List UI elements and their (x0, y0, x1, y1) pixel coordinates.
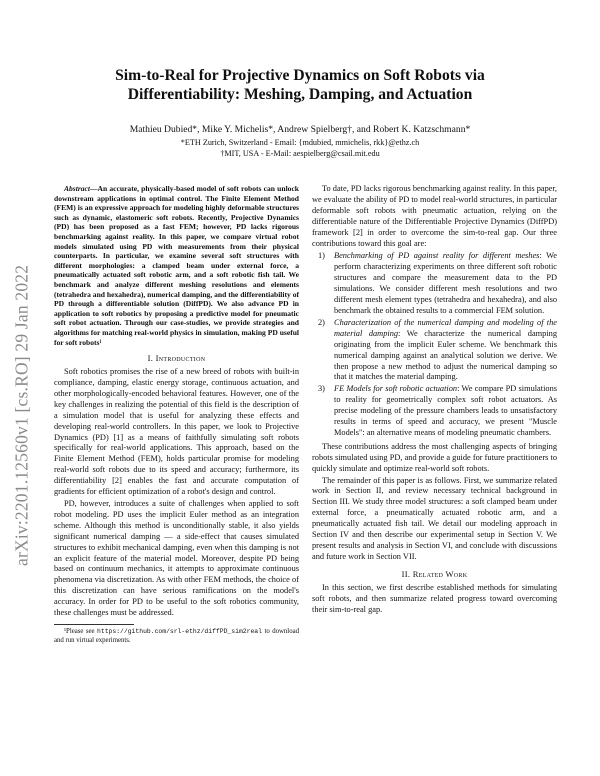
contribution-number: 3) (318, 384, 325, 394)
contribution-number: 2) (318, 317, 325, 327)
arxiv-identifier: arXiv:2201.12560v1 [cs.RO] 29 Jan 2022 (11, 264, 32, 566)
contribution-text: : We perform characterizing experiments on three different soft robotic structures and compare the measurement data to the PD simulations. We consider different mesh resolutions and two different mesh element types (tetrahedra and hexahedra), and also benchmark the obtained results to a commercial FEM solution. (334, 251, 557, 315)
footnote-prefix: ¹Please see (64, 627, 95, 635)
section-heading-introduction: I. Introduction (147, 353, 206, 364)
contribution-text: : We characterize the numerical damping originating from the implicit Euler scheme. We benchmark this numerical damping against an analytical solution we derive. We then propose a new method to adjust the numerical damping so that it matches the material damping. (334, 328, 557, 382)
left-column (54, 184, 299, 645)
contribution-title: Benchmarking of PD against reality for different meshes (334, 251, 540, 261)
affiliation-mit: †MIT, USA - E-Mail: aespielberg@csail.mit.edu (220, 149, 380, 158)
right-column (312, 184, 557, 617)
affiliation-eth: *ETH Zurich, Switzerland - Email: {mdubied, mmichelis, rkk}@ethz.ch (180, 138, 420, 147)
intro-paragraph: PD, however, introduces a suite of challenges when applied to soft robot modeling. PD uses the implicit Euler method as an integration scheme. Although this method is unconditionally stable, it also yields significant numerical damping — a side-effect that causes simulated structures to exhibit mechanical damping, even when this damping is not an explicit feature of the material model. Moreover, despite PD being based on continuum mechanics, it attempts to approximate continuous phenomena via discretization. As with other FEM methods, the choice of this discretization can have serious ramifications on the model's accuracy. In order for PD to be useful to the soft robotics community, these challenges must be addressed. (54, 498, 299, 618)
footnote-link[interactable]: https://github.com/srl-ethz/diffPD_sim2real (97, 627, 262, 635)
contribution-text: : We compare PD simulations to reality for geometrically complex soft robot actuators. As precise modeling of the pressure chambers leads to unsatisfactory results in terms of speed and accuracy, we present "Muscle Models": an alternative means of modeling pneumatic chambers. (334, 384, 557, 437)
abstract-text: —An accurate, physically-based model of soft robots can unlock downstream applications in optimal control. The Finite Element Method (FEM) is an expressive approach for modeling highly deformable structures such as dynamic, elastomeric soft robots. Recently, Projective Dynamics (PD) has been proposed as a fast FEM; however, PD lacks rigorous benchmarking against reality. In this paper, we compare virtual robot models simulated using PD with measurements from their physical counterparts. In particular, we examine several soft structures with different morphologies: a clamped beam under external force, a pneumatically actuated soft robotic arm, and a soft robotic fish tail. We benchmark and analyze different meshing resolutions and elements (tetrahedra and hexahedra), numerical damping, and the differentiability of PD through a differentiable solution (DiffPD). We also advance PD in application to soft robotics by proposing a predictive model for pneumatic soft robot actuation. Through our case-studies, we provide strategies and algorithms for matching real-world physics in simulation, making PD useful for soft robots¹ (54, 184, 299, 347)
intro-paragraph: Soft robotics promises the rise of a new breed of robots with built-in compliance, damping, elastic energy storage, continuous actuation, and other morphologically-encoded behavioral features. However, one of the key challenges in realizing the potential of this field is the description of a simulation model that is useful for analyzing these effects and developing real-world controllers. In this paper, we look to Projective Dynamics (PD) [1] as a means of faithfully simulating soft robots specifically for real-world applications. This approach, based on the Finite Element Method (FEM), holds particular promise for modeling real-world soft robots due to its speed and accuracy; furthermore, its differentiability [2] enables the fast and accurate computation of gradients for efficient optimization of a robot's design and control. (54, 367, 299, 497)
contribution-item (312, 251, 557, 316)
paper-title: Sim-to-Real for Projective Dynamics on Soft Robots via Differentiability: Meshing, Damping, and Actuation (115, 67, 485, 103)
related-work-paragraph: In this section, we first describe established methods for simulating soft robots, and then summarize related progress toward overcoming their sim-to-real gap. (312, 582, 557, 614)
contribution-title: Characterization of the numerical damping and modeling of the material damping (334, 317, 557, 338)
footnote-suffix: to download and run virtual experiments. (54, 627, 300, 644)
abstract (54, 184, 299, 347)
contribution-list (312, 251, 557, 438)
body-paragraph: These contributions address the most challenging aspects of bringing robots simulated using PD, and provide a guide for future practitioners to quickly simulate and optimize real-world soft robots. (312, 441, 557, 473)
section-heading-related-work: II. Related Work (401, 568, 468, 579)
author-list: Mathieu Dubied*, Mike Y. Michelis*, Andrew Spielberg†, and Robert K. Katzschmann* (129, 124, 471, 135)
footnote-divider (54, 624, 134, 625)
contribution-item (312, 318, 557, 383)
contribution-item (312, 384, 557, 439)
footnote (54, 628, 299, 645)
body-paragraph: The remainder of this paper is as follows. First, we summarize related work in Section II, and review necessary technical background in Section III. We study three model structures: a soft clamped beam under external force, a pneumatically actuated robotic arm, and a pneumatically actuated fish tail. We detail our modeling approach in Section IV and then describe our experimental setup in Section V. We present results and analysis in Section VI, and conclude with discussions and future work in Section VII. (312, 475, 557, 561)
contribution-intro: To date, PD lacks rigorous benchmarking against reality. In this paper, we evaluate the ability of PD to model real-world structures, in particular deformable soft robots with pneumatic actuation, relying on the differentiable nature of the Differentiable Projective Dynamics (DiffPD) framework [2] in order to overcome the sim-to-real gap. Our three contributions toward this goal are: (312, 184, 557, 248)
contribution-title: FE Models for soft robotic actuation (334, 384, 458, 394)
affiliations (60, 137, 540, 159)
abstract-label: Abstract (64, 184, 90, 193)
contribution-number: 1) (318, 251, 325, 261)
